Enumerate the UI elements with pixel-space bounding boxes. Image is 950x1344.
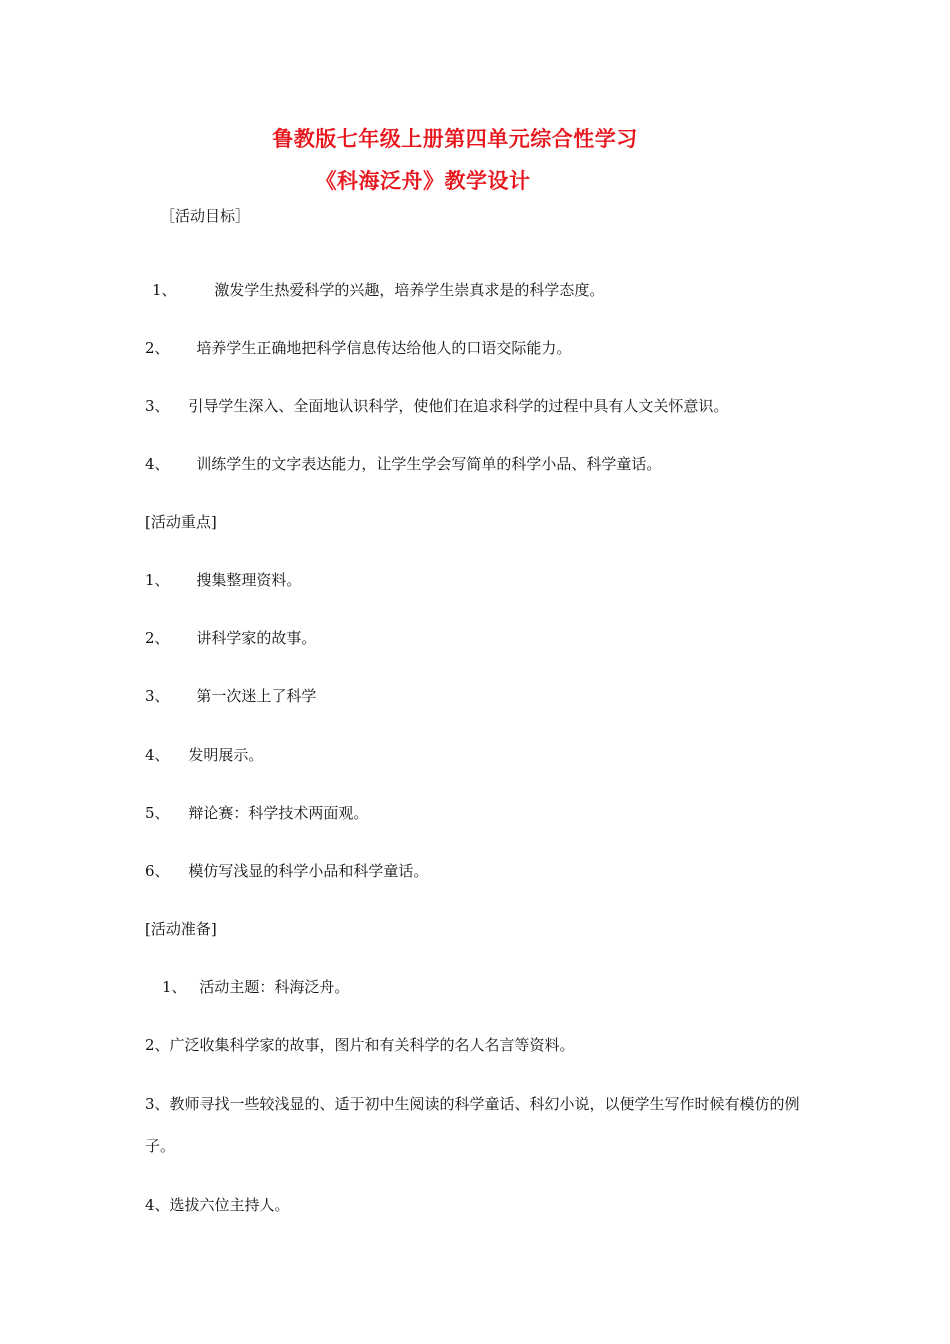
item-number: 1、 — [145, 571, 170, 589]
list-item — [145, 1083, 815, 1167]
item-number: 3、 — [145, 397, 170, 415]
item-number: 5、 — [145, 804, 170, 822]
section-heading-prep: [活动准备] — [145, 920, 217, 938]
list-item — [145, 570, 301, 590]
item-text: 培养学生正确地把科学信息传达给他人的口语交际能力。 — [196, 339, 572, 357]
item-text: 训练学生的文字表达能力，让学生学会写简单的科学小品、科学童话。 — [196, 455, 662, 473]
section-heading-focus: [活动重点] — [145, 513, 217, 531]
list-item — [145, 686, 316, 706]
list-item — [145, 396, 728, 416]
item-text: 3、教师寻找一些较浅显的、适于初中生阅读的科学童话、科幻小说，以便学生写作时候有模仿的例子。 — [145, 1095, 800, 1155]
list-item — [145, 745, 263, 765]
item-number: 4、 — [145, 455, 170, 473]
list-item — [145, 1035, 575, 1055]
item-text: 2、广泛收集科学家的故事，图片和有关科学的名人名言等资料。 — [145, 1036, 575, 1054]
list-item — [145, 1195, 290, 1215]
item-number: 2、 — [145, 629, 170, 647]
item-number: 1、 — [162, 978, 187, 996]
item-text: 活动主题：科海泛舟。 — [199, 978, 350, 996]
item-text: 辩论赛：科学技术两面观。 — [188, 804, 369, 822]
list-item — [145, 628, 316, 648]
list-item — [145, 861, 428, 881]
item-text: 模仿写浅显的科学小品和科学童话。 — [188, 862, 429, 880]
item-number: 2、 — [145, 339, 170, 357]
list-item — [162, 977, 349, 997]
item-text: 激发学生热爱科学的兴趣，培养学生崇真求是的科学态度。 — [214, 281, 605, 299]
list-item — [145, 338, 571, 358]
section-heading-goals: ［活动目标］ — [160, 207, 251, 225]
item-number: 3、 — [145, 687, 170, 705]
document-subtitle: 《科海泛舟》教学设计 — [315, 169, 531, 193]
item-text: 发明展示。 — [188, 746, 264, 764]
document-title: 鲁教版七年级上册第四单元综合性学习 — [272, 127, 638, 151]
item-number: 6、 — [145, 862, 170, 880]
item-number: 4、 — [145, 746, 170, 764]
list-item — [145, 454, 661, 474]
item-text: 搜集整理资料。 — [196, 571, 302, 589]
item-text: 讲科学家的故事。 — [196, 629, 317, 647]
item-text: 4、选拔六位主持人。 — [145, 1196, 290, 1214]
item-text: 引导学生深入、全面地认识科学，使他们在追求科学的过程中具有人文关怀意识。 — [188, 397, 729, 415]
list-item — [145, 803, 368, 823]
item-text: 第一次迷上了科学 — [196, 687, 317, 705]
list-item — [152, 280, 604, 300]
item-number: 1、 — [152, 281, 177, 299]
